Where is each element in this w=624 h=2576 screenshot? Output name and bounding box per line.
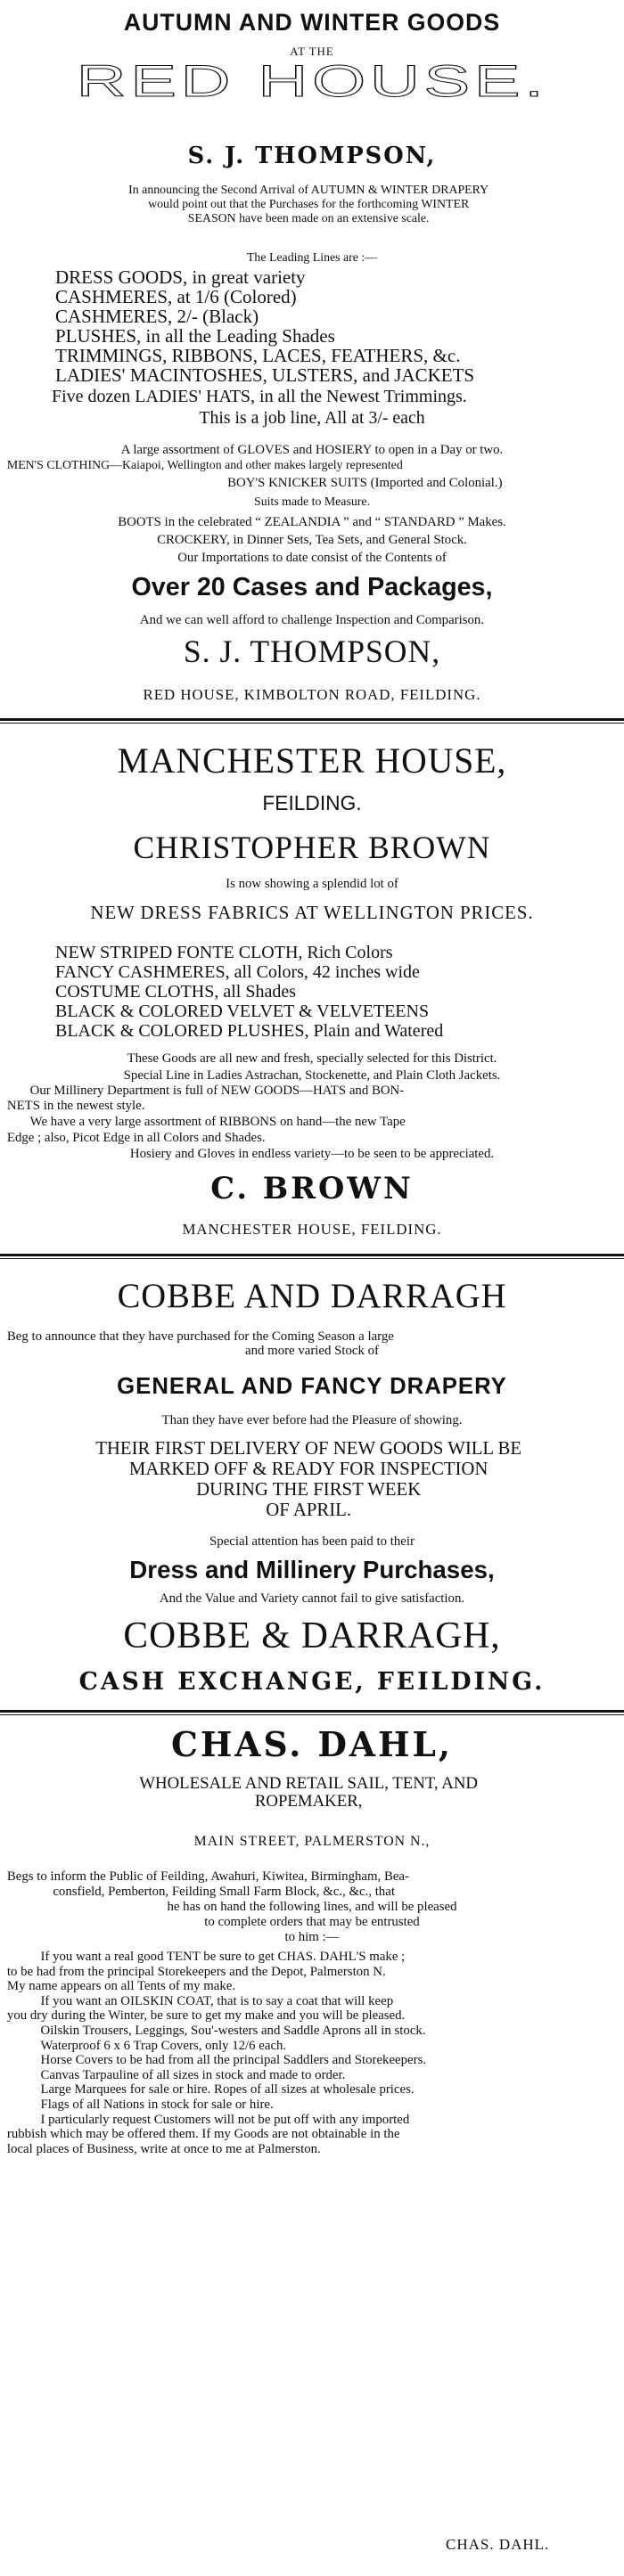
ad1-line-item: CASHMERES, 2/- (Black) [55,306,259,327]
ad3-drapery: GENERAL AND FANCY DRAPERY [117,1372,507,1399]
ad4-line: Large Marquees for sale or hire. Ropes of all sizes at wholesale prices. [40,2082,415,2098]
ad2-note: Edge ; also, Picot Edge in all Colors and Shades. [6,1131,266,1145]
ad4-line: Canvas Tarpauline of all sizes in stock and made to order. [40,2067,346,2082]
ad4-intro-line: to complete orders that may be entrusted [204,1915,420,1929]
ad2-store-name: MANCHESTER HOUSE, [117,740,507,781]
ad2-item: BLACK & COLORED VELVET & VELVETEENS [55,1002,430,1021]
ad3-delivery-line: DURING THE FIRST WEEK [196,1478,422,1500]
ad4-intro [0,1869,624,1945]
ad3-intro [0,1329,624,1358]
ad2-signature: C. BROWN [210,1171,414,1206]
ad2-merchant: CHRISTOPHER BROWN [133,830,491,865]
ad4-intro-line: Begs to inform the Public of Feilding, Awahuri, Kiwitea, Birmingham, Bea- [6,1869,409,1884]
ad4-line: Horse Covers to be had from all the principal Saddlers and Storekeepers. [40,2053,427,2068]
ad2-item: NEW STRIPED FONTE CLOTH, Rich Colors [55,943,393,962]
ad1-crockery: CROCKERY, in Dinner Sets, Tea Sets, and General Stock. [157,533,467,547]
ad3-special-attention: Special attention has been paid to their [209,1534,415,1549]
ad2-address: MANCHESTER HOUSE, FEILDING. [182,1221,442,1238]
ad4-trade [0,1775,624,1811]
ad4-trade-line: ROPEMAKER, [254,1792,363,1811]
ad4-trade-line: WHOLESALE AND RETAIL SAIL, TENT, AND [139,1774,478,1793]
ad4-line: I particularly request Customers will not be put off with any imported [40,2112,410,2127]
ad2-fabrics: NEW DRESS FABRICS AT WELLINGTON PRICES. [90,902,534,923]
ad2-town: FEILDING. [262,791,362,814]
ad1-store-name: RED HOUSE. [76,56,548,106]
ad1-at-the: AT THE [290,45,334,58]
ad4-address: MAIN STREET, PALMERSTON N., [193,1834,431,1849]
ad2-notes [0,1050,624,1162]
ad3-delivery [0,1438,624,1520]
ad4-merchant: CHAS. DAHL, [171,1724,453,1764]
divider-rule [0,723,624,724]
ad1-signature: S. J. THOMPSON, [183,634,441,669]
ad1-address: RED HOUSE, KIMBOLTON ROAD, FEILDING. [143,686,481,703]
ad1-mens-clothing: MEN'S CLOTHING—Kaiapoi, Wellington and other makes largely represented [6,459,403,472]
ad2-note: Special Line in Ladies Astrachan, Stockenette, and Plain Cloth Jackets. [123,1068,501,1083]
ad1-challenge: And we can well afford to challenge Inspection and Comparison. [139,613,485,627]
ad1-suits-measure: Suits made to Measure. [254,495,370,509]
ad2-note: NETS in the newest style. [6,1099,145,1113]
ad1-intro [0,184,624,226]
ad1-details [0,442,624,567]
ad2-note: These Goods are all new and fresh, specially selected for this District. [127,1051,497,1066]
ad1-job-line: This is a job line, All at 3/- each [199,408,425,428]
ad1-merchant: S. J. THOMPSON, [187,143,437,169]
ad4-signature: CHAS. DAHL. [446,2536,550,2553]
ad4-line: My name appears on all Tents of my make. [6,1979,236,1994]
ad3-cash-exchange: CASH EXCHANGE, FEILDING. [78,1668,546,1696]
ad1-line-item: LADIES' MACINTOSHES, ULSTERS, and JACKETS [55,364,475,386]
ad2-note: Hosiery and Gloves in endless variety—to be seen to be appreciated. [129,1147,495,1161]
ad4-line: If you want a real good TENT be sure to get CHAS. DAHL'S make ; [40,1950,406,1964]
ad4-intro-line: consfield, Pemberton, Feilding Small Farm Block, &c., &c., that [53,1885,395,1899]
ad4-intro-line: to him :— [284,1930,340,1944]
ad1-line-item: PLUSHES, in all the Leading Shades [55,325,335,347]
ad3-than-before: Than they have ever before had the Pleasure of showing. [161,1413,463,1427]
divider-rule [0,718,624,721]
ad3-delivery-line: MARKED OFF & READY FOR INSPECTION [128,1458,489,1479]
divider-rule [0,1714,624,1715]
ad2-items [55,943,443,1041]
ad1-intro-line: SEASON have been made on an extensive scale. [187,212,430,225]
ad2-showing: Is now showing a splendid lot of [226,877,398,891]
ad1-line-item: TRIMMINGS, RIBBONS, LACES, FEATHERS, &c. [55,345,461,366]
divider-rule [0,1710,624,1713]
ad3-signature: COBBE & DARRAGH, [123,1615,501,1656]
divider-rule [0,1258,624,1259]
ad4-line: rubbish which may be offered them. If my Goods are not obtainable in the [6,2127,400,2142]
ad4-line: local places of Business, write at once to me at Palmerston. [6,2141,321,2156]
ad2-note: Our Millinery Department is full of NEW GOODS—HATS and BON- [29,1084,405,1098]
ad1-importations: Our Importations to date consist of the Contents of [177,551,447,565]
ad4-intro-line: he has on hand the following lines, and will be pleased [167,1900,457,1914]
ad1-boys-suits: BOY'S KNICKER SUITS (Imported and Colonial.) [227,476,503,490]
ad1-line-item: DRESS GOODS, in great variety [55,266,306,288]
ad4-line: Waterproof 6 x 6 Trap Covers, only 12/6 each. [40,2038,287,2053]
ad4-line: Flags of all Nations in stock for sale or hire. [40,2097,274,2112]
ad1-gloves: A large assortment of GLOVES and HOSIERY to open in a Day or two. [120,443,504,457]
ad3-value: And the Value and Variety cannot fail to give satisfaction. [159,1591,465,1606]
ad3-intro-line: and more varied Stock of [245,1344,379,1358]
ad2-item: COSTUME CLOTHS, all Shades [55,982,296,1002]
ad3-intro-line: Beg to announce that they have purchased for the Coming Season a large [6,1329,394,1344]
ad1-cases: Over 20 Cases and Packages, [131,573,493,601]
ad3-purchases: Dress and Millinery Purchases, [129,1556,495,1583]
ad2-note: We have a very large assortment of RIBBONS on hand—the new Tape [29,1115,406,1129]
ad1-line-item: CASHMERES, at 1/6 (Colored) [55,286,297,307]
ad1-headline: AUTUMN AND WINTER GOODS [123,9,501,36]
ad4-line: Oilskin Trousers, Leggings, Sou'-westers and Saddle Aprons all in stock. [40,2023,426,2038]
ad2-item: FANCY CASHMERES, all Colors, 42 inches wide [55,962,420,982]
ad3-delivery-line: OF APRIL. [266,1499,352,1520]
ad1-intro-line: would point out that the Purchases for the forthcoming WINTER [148,198,470,211]
ad4-line: If you want an OILSKIN COAT, that is to say a coat that will keep [40,1993,394,2008]
ad4-line: to be had from the principal Storekeepers and the Depot, Palmerston N. [6,1964,386,1979]
ad3-delivery-line: THEIR FIRST DELIVERY OF NEW GOODS WILL BE [95,1437,522,1459]
ad1-leading-lines-heading: The Leading Lines are :— [246,251,378,265]
ad1-boots: BOOTS in the celebrated “ ZEALANDIA ” and “ STANDARD ” Makes. [118,515,506,529]
divider-rule [0,1254,624,1256]
ad1-intro-line: In announcing the Second Arrival of AUTUMN & WINTER DRAPERY [128,184,489,197]
ad3-firm: COBBE AND DARRAGH [117,1277,507,1315]
ad4-line: you dry during the Winter, be sure to get my make and you will be pleased. [6,2008,406,2024]
ad4-lines [0,1950,624,2156]
ad1-leading-lines [55,267,474,385]
ad1-hats: Five dozen LADIES' HATS, in all the Newest Trimmings. [52,387,467,406]
ad2-item: BLACK & COLORED PLUSHES, Plain and Watered [55,1021,444,1041]
